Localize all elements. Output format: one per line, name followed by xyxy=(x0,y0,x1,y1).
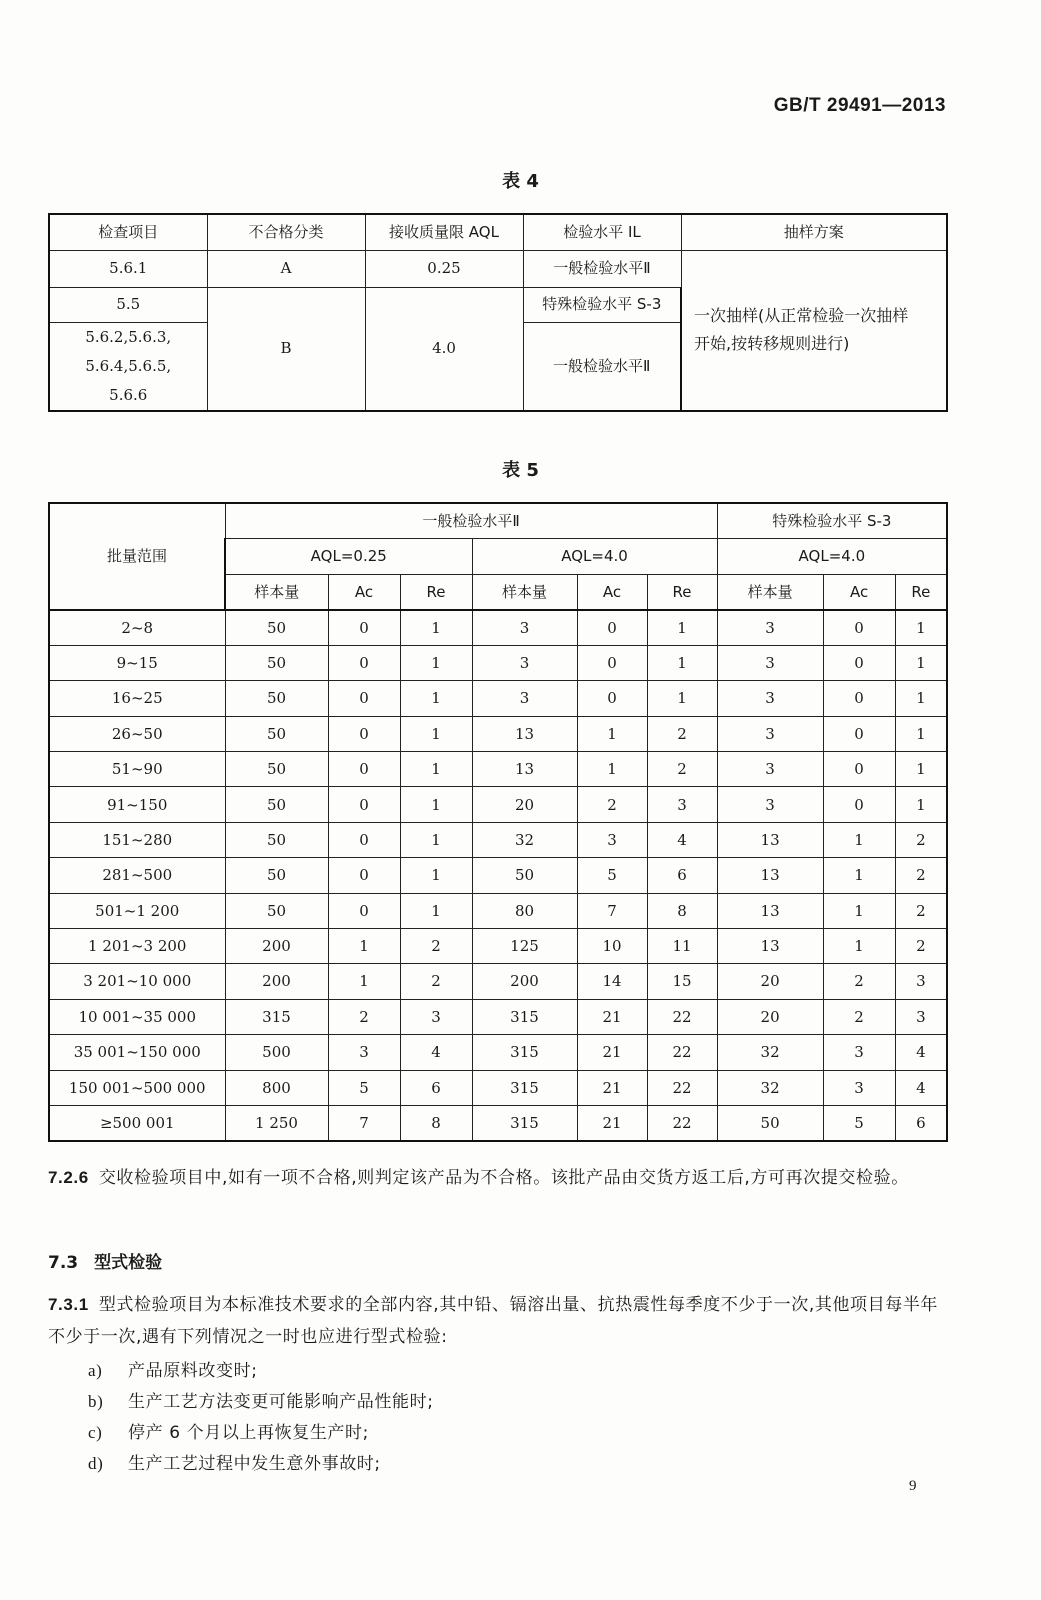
t5-group-general: 一般检验水平Ⅱ xyxy=(225,503,717,538)
t4-row3-item xyxy=(49,322,207,411)
t5-aql-general-025: AQL=0.25 xyxy=(225,538,472,574)
t5-cell-ac-g40: 0 xyxy=(577,610,647,645)
t5-sub-sample3: 样本量 xyxy=(717,574,823,610)
t5-cell-sample-size-g025: 315 xyxy=(225,999,328,1034)
t4-category-b: B xyxy=(207,287,365,411)
section-7-3-1-number: 7.3.1 xyxy=(48,1295,89,1314)
list-item-mark: c) xyxy=(88,1423,103,1442)
t5-cell-sample-size-g40: 13 xyxy=(472,752,577,787)
table-row xyxy=(49,645,947,680)
t5-cell-ac-g40: 14 xyxy=(577,964,647,999)
t5-cell-ac-s40: 0 xyxy=(823,787,895,822)
t5-cell-re-g40: 6 xyxy=(647,858,717,893)
t5-cell-re-g40: 22 xyxy=(647,1105,717,1140)
t5-cell-re-g025: 1 xyxy=(400,752,472,787)
t5-cell-sample-size-g025: 50 xyxy=(225,822,328,857)
t5-lot-header: 批量范围 xyxy=(49,503,225,610)
t5-cell-re-g025: 3 xyxy=(400,999,472,1034)
section-7-2-6-number: 7.2.6 xyxy=(48,1168,89,1187)
t5-cell-re-g40: 22 xyxy=(647,1070,717,1105)
t5-cell-sample-size-g025: 1 250 xyxy=(225,1105,328,1140)
t5-cell-lot-range: 1 201~3 200 xyxy=(49,929,225,964)
t4-row3-level: 一般检验水平Ⅱ xyxy=(523,322,681,411)
t5-cell-re-s40: 1 xyxy=(895,752,947,787)
t5-cell-sample-size-s40: 32 xyxy=(717,1070,823,1105)
t4-header-item: 检查项目 xyxy=(49,214,207,250)
t5-cell-sample-size-g40: 50 xyxy=(472,858,577,893)
t4-header-aql: 接收质量限 AQL xyxy=(365,214,523,250)
t5-cell-ac-s40: 5 xyxy=(823,1105,895,1140)
table-row xyxy=(49,999,947,1034)
t5-cell-re-s40: 3 xyxy=(895,999,947,1034)
t5-sub-ac2: Ac xyxy=(577,574,647,610)
t5-cell-sample-size-g40: 125 xyxy=(472,929,577,964)
t5-cell-re-g025: 6 xyxy=(400,1070,472,1105)
t5-cell-sample-size-g40: 3 xyxy=(472,645,577,680)
t5-cell-re-g025: 8 xyxy=(400,1105,472,1140)
section-7-3-number: 7.3 xyxy=(48,1253,79,1273)
list-item xyxy=(88,1356,258,1381)
t5-cell-ac-s40: 2 xyxy=(823,999,895,1034)
t5-cell-sample-size-s40: 3 xyxy=(717,681,823,716)
table-row xyxy=(49,1035,947,1070)
t5-cell-lot-range: 51~90 xyxy=(49,752,225,787)
t5-cell-ac-g025: 0 xyxy=(328,822,400,857)
list-item-text: 停产 6 个月以上再恢复生产时; xyxy=(128,1423,369,1443)
t5-cell-re-g40: 11 xyxy=(647,929,717,964)
table-row xyxy=(49,1070,947,1105)
table-row xyxy=(49,893,947,928)
t5-cell-ac-s40: 2 xyxy=(823,964,895,999)
t5-cell-re-s40: 1 xyxy=(895,645,947,680)
t5-cell-ac-g40: 7 xyxy=(577,893,647,928)
t5-cell-re-s40: 2 xyxy=(895,822,947,857)
t5-cell-sample-size-s40: 20 xyxy=(717,999,823,1034)
t5-cell-lot-range: 151~280 xyxy=(49,822,225,857)
t5-cell-sample-size-s40: 3 xyxy=(717,716,823,751)
t5-cell-ac-g025: 3 xyxy=(328,1035,400,1070)
t5-cell-re-s40: 3 xyxy=(895,964,947,999)
t5-sub-sample1: 样本量 xyxy=(225,574,328,610)
t5-cell-sample-size-s40: 13 xyxy=(717,858,823,893)
t5-cell-sample-size-s40: 13 xyxy=(717,893,823,928)
t5-cell-ac-g40: 21 xyxy=(577,999,647,1034)
t5-cell-sample-size-s40: 50 xyxy=(717,1105,823,1140)
t5-cell-re-s40: 2 xyxy=(895,929,947,964)
t5-cell-re-g40: 22 xyxy=(647,999,717,1034)
t5-sub-sample2: 样本量 xyxy=(472,574,577,610)
t5-cell-ac-g40: 21 xyxy=(577,1035,647,1070)
t5-cell-sample-size-g025: 500 xyxy=(225,1035,328,1070)
t5-cell-sample-size-s40: 13 xyxy=(717,822,823,857)
t5-aql-general-40: AQL=4.0 xyxy=(472,538,717,574)
table-row xyxy=(49,1105,947,1140)
table-4 xyxy=(48,213,948,412)
t5-cell-sample-size-g025: 50 xyxy=(225,716,328,751)
t5-cell-ac-s40: 1 xyxy=(823,893,895,928)
t5-cell-ac-g40: 1 xyxy=(577,716,647,751)
table-row xyxy=(49,964,947,999)
section-7-2-6-text: 交收检验项目中,如有一项不合格,则判定该产品为不合格。该批产品由交货方返工后,方可再次提交检验。 xyxy=(98,1168,909,1188)
t5-cell-sample-size-g025: 50 xyxy=(225,858,328,893)
t5-cell-re-s40: 1 xyxy=(895,716,947,751)
t5-cell-sample-size-g40: 3 xyxy=(472,610,577,645)
t5-cell-re-g40: 3 xyxy=(647,787,717,822)
t5-cell-ac-g40: 2 xyxy=(577,787,647,822)
t5-cell-sample-size-s40: 3 xyxy=(717,610,823,645)
t5-cell-re-s40: 1 xyxy=(895,787,947,822)
t5-cell-re-g40: 1 xyxy=(647,610,717,645)
t4-row3-item-line1: 5.6.2,5.6.3, xyxy=(85,327,172,346)
t5-cell-re-g025: 4 xyxy=(400,1035,472,1070)
t5-cell-sample-size-g40: 20 xyxy=(472,787,577,822)
table5-caption: 表 5 xyxy=(502,460,539,481)
t5-cell-re-g025: 1 xyxy=(400,716,472,751)
t5-cell-ac-s40: 1 xyxy=(823,858,895,893)
t5-cell-re-s40: 4 xyxy=(895,1035,947,1070)
t4-header-category: 不合格分类 xyxy=(207,214,365,250)
table-row xyxy=(49,858,947,893)
table-row xyxy=(49,716,947,751)
t4-row3-item-line2: 5.6.4,5.6.5, xyxy=(85,356,172,375)
t5-cell-lot-range: 10 001~35 000 xyxy=(49,999,225,1034)
t5-cell-sample-size-g025: 200 xyxy=(225,929,328,964)
t5-cell-ac-s40: 0 xyxy=(823,610,895,645)
list-item-text: 生产工艺方法变更可能影响产品性能时; xyxy=(128,1392,434,1412)
t5-sub-ac3: Ac xyxy=(823,574,895,610)
t5-cell-lot-range: 150 001~500 000 xyxy=(49,1070,225,1105)
t5-cell-re-s40: 2 xyxy=(895,858,947,893)
t5-cell-sample-size-s40: 3 xyxy=(717,787,823,822)
t5-cell-ac-g025: 7 xyxy=(328,1105,400,1140)
t5-cell-re-g025: 1 xyxy=(400,893,472,928)
t4-aql-b: 4.0 xyxy=(365,287,523,411)
t5-cell-sample-size-s40: 32 xyxy=(717,1035,823,1070)
t5-cell-ac-g40: 0 xyxy=(577,681,647,716)
t5-cell-re-g40: 22 xyxy=(647,1035,717,1070)
t5-cell-ac-g025: 0 xyxy=(328,752,400,787)
t4-row1-category: A xyxy=(207,250,365,287)
t5-cell-ac-s40: 0 xyxy=(823,645,895,680)
t5-cell-sample-size-g40: 200 xyxy=(472,964,577,999)
t5-aql-special-40: AQL=4.0 xyxy=(717,538,947,574)
t5-cell-re-g025: 2 xyxy=(400,964,472,999)
t5-cell-re-g40: 1 xyxy=(647,681,717,716)
t5-cell-ac-s40: 0 xyxy=(823,716,895,751)
t5-sub-re1: Re xyxy=(400,574,472,610)
t5-cell-sample-size-s40: 3 xyxy=(717,752,823,787)
t5-cell-sample-size-g025: 200 xyxy=(225,964,328,999)
t5-cell-sample-size-g025: 50 xyxy=(225,752,328,787)
t5-cell-ac-s40: 3 xyxy=(823,1070,895,1105)
t5-cell-ac-g025: 0 xyxy=(328,893,400,928)
t5-cell-ac-g025: 0 xyxy=(328,716,400,751)
t5-cell-sample-size-g40: 315 xyxy=(472,1070,577,1105)
list-item-text: 产品原料改变时; xyxy=(128,1361,258,1381)
t5-cell-ac-g40: 10 xyxy=(577,929,647,964)
list-item-mark: b) xyxy=(88,1392,104,1411)
t5-cell-sample-size-g025: 800 xyxy=(225,1070,328,1105)
t5-cell-lot-range: 281~500 xyxy=(49,858,225,893)
t5-cell-sample-size-s40: 20 xyxy=(717,964,823,999)
t5-cell-ac-g025: 0 xyxy=(328,858,400,893)
t5-cell-ac-g025: 5 xyxy=(328,1070,400,1105)
t4-row3-item-line3: 5.6.6 xyxy=(109,385,148,404)
t5-cell-ac-s40: 1 xyxy=(823,822,895,857)
table-row xyxy=(49,610,947,645)
section-7-2-6 xyxy=(48,1162,948,1194)
list-item xyxy=(88,1418,369,1443)
t5-cell-ac-g40: 0 xyxy=(577,645,647,680)
t5-cell-lot-range: 3 201~10 000 xyxy=(49,964,225,999)
t5-cell-re-g025: 1 xyxy=(400,610,472,645)
t4-header-plan: 抽样方案 xyxy=(681,214,947,250)
t5-cell-sample-size-g40: 32 xyxy=(472,822,577,857)
list-item-mark: d) xyxy=(88,1454,104,1473)
t5-cell-ac-g40: 5 xyxy=(577,858,647,893)
standard-code: GB/T 29491—2013 xyxy=(773,95,946,116)
t5-cell-ac-g025: 1 xyxy=(328,964,400,999)
t4-plan-line1: 一次抽样(从正常检验一次抽样 xyxy=(694,306,909,325)
t4-row1-item: 5.6.1 xyxy=(49,250,207,287)
t5-cell-lot-range: 35 001~150 000 xyxy=(49,1035,225,1070)
t4-row2-item: 5.5 xyxy=(49,287,207,322)
t5-cell-ac-g025: 1 xyxy=(328,929,400,964)
t5-cell-lot-range: 26~50 xyxy=(49,716,225,751)
t5-cell-ac-s40: 1 xyxy=(823,929,895,964)
table-5 xyxy=(48,502,948,1142)
section-7-3-1 xyxy=(48,1289,948,1353)
table-row xyxy=(49,681,947,716)
t5-cell-sample-size-g40: 13 xyxy=(472,716,577,751)
t5-cell-re-g025: 1 xyxy=(400,787,472,822)
t5-cell-re-s40: 4 xyxy=(895,1070,947,1105)
t5-cell-lot-range: 16~25 xyxy=(49,681,225,716)
t5-cell-sample-size-g025: 50 xyxy=(225,893,328,928)
t5-cell-re-g40: 2 xyxy=(647,752,717,787)
t5-cell-re-g025: 1 xyxy=(400,858,472,893)
t4-row1-aql: 0.25 xyxy=(365,250,523,287)
t4-plan xyxy=(681,250,947,411)
t5-cell-ac-g025: 2 xyxy=(328,999,400,1034)
t5-cell-sample-size-s40: 3 xyxy=(717,645,823,680)
t5-cell-re-g025: 1 xyxy=(400,645,472,680)
t5-cell-re-g40: 15 xyxy=(647,964,717,999)
section-7-3-1-text: 型式检验项目为本标准技术要求的全部内容,其中铅、镉溶出量、抗热震性每季度不少于一次,其他项目每半年不少于一次,遇有下列情况之一时也应进行型式检验: xyxy=(48,1295,939,1347)
t5-sub-re2: Re xyxy=(647,574,717,610)
t4-row1-level: 一般检验水平Ⅱ xyxy=(523,250,681,287)
list-item-mark: a) xyxy=(88,1361,103,1380)
list-item xyxy=(88,1449,381,1474)
t5-cell-ac-g025: 0 xyxy=(328,787,400,822)
t5-cell-sample-size-g40: 80 xyxy=(472,893,577,928)
t5-cell-sample-size-g025: 50 xyxy=(225,610,328,645)
t5-body xyxy=(49,610,947,1141)
t5-cell-sample-size-g025: 50 xyxy=(225,681,328,716)
t5-cell-re-g40: 8 xyxy=(647,893,717,928)
t5-cell-lot-range: 2~8 xyxy=(49,610,225,645)
table-row xyxy=(49,822,947,857)
t5-cell-ac-s40: 0 xyxy=(823,752,895,787)
t4-row2-level: 特殊检验水平 S-3 xyxy=(523,287,681,322)
list-item-text: 生产工艺过程中发生意外事故时; xyxy=(128,1454,381,1474)
list-item xyxy=(88,1387,434,1412)
t5-cell-ac-g025: 0 xyxy=(328,645,400,680)
table-row xyxy=(49,929,947,964)
t5-cell-re-s40: 1 xyxy=(895,681,947,716)
t5-cell-lot-range: 9~15 xyxy=(49,645,225,680)
t5-cell-ac-g025: 0 xyxy=(328,681,400,716)
t5-cell-ac-g025: 0 xyxy=(328,610,400,645)
t5-cell-sample-size-g025: 50 xyxy=(225,787,328,822)
t5-cell-re-s40: 6 xyxy=(895,1105,947,1140)
t5-group-special: 特殊检验水平 S-3 xyxy=(717,503,947,538)
t5-cell-ac-g40: 21 xyxy=(577,1070,647,1105)
t5-cell-sample-size-g40: 315 xyxy=(472,999,577,1034)
t5-sub-ac1: Ac xyxy=(328,574,400,610)
t5-cell-sample-size-g40: 315 xyxy=(472,1105,577,1140)
t5-cell-sample-size-g40: 315 xyxy=(472,1035,577,1070)
t5-cell-lot-range: ≥500 001 xyxy=(49,1105,225,1140)
t5-cell-lot-range: 501~1 200 xyxy=(49,893,225,928)
t5-cell-re-g40: 4 xyxy=(647,822,717,857)
t5-cell-re-g40: 1 xyxy=(647,645,717,680)
section-7-3-heading xyxy=(48,1248,162,1273)
t5-cell-ac-g40: 21 xyxy=(577,1105,647,1140)
page-number: 9 xyxy=(909,1478,917,1494)
section-7-3-title: 型式检验 xyxy=(94,1253,163,1273)
t4-plan-line2: 开始,按转移规则进行) xyxy=(694,334,850,353)
t5-sub-re3: Re xyxy=(895,574,947,610)
t4-header-level: 检验水平 IL xyxy=(523,214,681,250)
t5-cell-re-g40: 2 xyxy=(647,716,717,751)
t5-cell-sample-size-g025: 50 xyxy=(225,645,328,680)
table-row xyxy=(49,752,947,787)
t5-cell-re-g025: 1 xyxy=(400,681,472,716)
t5-cell-sample-size-g40: 3 xyxy=(472,681,577,716)
t5-cell-ac-s40: 3 xyxy=(823,1035,895,1070)
t5-cell-re-g025: 1 xyxy=(400,822,472,857)
t5-cell-re-g025: 2 xyxy=(400,929,472,964)
table-row xyxy=(49,787,947,822)
t5-cell-sample-size-s40: 13 xyxy=(717,929,823,964)
t5-cell-re-s40: 1 xyxy=(895,610,947,645)
t5-cell-ac-g40: 1 xyxy=(577,752,647,787)
t5-cell-lot-range: 91~150 xyxy=(49,787,225,822)
t5-cell-ac-s40: 0 xyxy=(823,681,895,716)
t5-cell-re-s40: 2 xyxy=(895,893,947,928)
t5-cell-ac-g40: 3 xyxy=(577,822,647,857)
table4-caption: 表 4 xyxy=(502,171,539,192)
